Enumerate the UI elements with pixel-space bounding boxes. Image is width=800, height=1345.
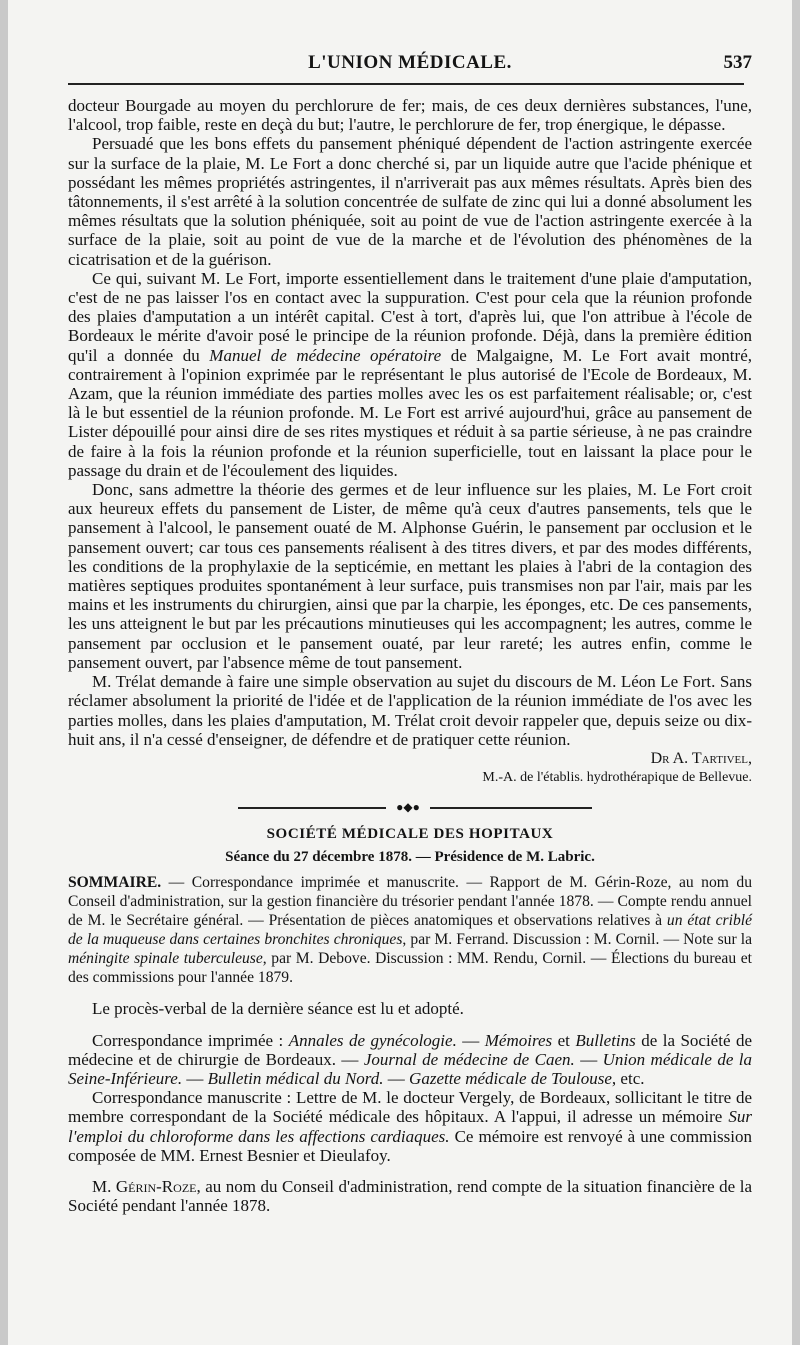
sommaire-text-a: — Correspondance imprimée et manuscrite. — Rapport de M. Gérin-Roze, au nom du Conseil d'administration, sur la gestion financière du trésorier pendant l'année 1878. — Compte rendu annuel de M. le Secrétaire général. — Présentation de pièces anatomiques et observations relatives à xyxy=(68,874,752,930)
sommaire-label: SOMMAIRE. xyxy=(68,874,162,892)
sommaire-italic-1: un état criblé de la muqueuse dans certaines bronchites chroniques xyxy=(68,912,752,949)
corr-title-4: Journal de médecine de Caen. xyxy=(363,1049,575,1069)
sommaire-text-c: , par M. Debove. Discussion : MM. Rendu, Cornil. — Élections du bureau et des commissions pour l'année 1879. xyxy=(68,950,752,987)
signature-title: M.-A. de l'établis. hydrothérapique de Bellevue. xyxy=(482,769,752,785)
corr-sep-4: — xyxy=(574,1049,603,1069)
corr-sep-7: , etc. xyxy=(611,1068,645,1088)
book-title: Manuel de médecine opératoire xyxy=(209,345,442,365)
author-name: Dr A. Tartivel, xyxy=(650,749,752,767)
corr-title-3: Bulletins xyxy=(575,1030,636,1050)
memoire-title: Sur l'emploi du chloroforme dans les affections cardiaques. xyxy=(68,1107,752,1146)
corr-label: Correspondance imprimée : xyxy=(92,1030,289,1050)
corr-sep-3: de la Société de médecine et de chirurgie de Bordeaux. — xyxy=(68,1030,752,1069)
paragraph-4: Donc, sans admettre la théorie des germes et de leur influence sur les plaies, M. Le Fort croit aux heureux effets du pansement de Lister, de même qu'à ceux d'autres pansements, tels que le pansement à l'alcool, le pansement ouaté de M. Alphonse Guérin, le pansement par occlusion et le pansement ouvert; car tous ces pansements réalisent à des titres divers, et par des modes différents, les conditions de la prophylaxie de la septicémie, en mettant les plaies à l'abri de la contagion des matières septiques produites spontanément à leur surface, puis transmises non par l'air, mais par les mains et les instruments du chirurgien, ainsi que par la charpie, les éponges, etc. De ces pansements, les uns atteignent le but par les précautions minutieuses qui les accompagnent; les autres, comme le pansement par occlusion et le pansement ouaté, par leur rareté; les autres enfin, comme le pansement ouvert, par l'absence même de tout pansement. xyxy=(68,480,752,672)
corr-title-1: Annales de gynécologie. xyxy=(288,1030,457,1050)
corr-sep-5: — xyxy=(182,1068,208,1088)
page xyxy=(8,0,792,1345)
manuscrite-text-a: Correspondance manuscrite : Lettre de M. le docteur Vergely, de Bordeaux, sollicitant le titre de membre correspondant de la Société médicale des hôpitaux. A l'appui, il adresse un mémoire xyxy=(68,1088,752,1127)
paragraph-3-part-a: Ce qui, suivant M. Le Fort, importe essentiellement dans le traitement d'une plaie d'amputation, c'est de ne pas laisser l'os en contact avec la suppuration. C'est pour cela que la réunion profonde des plaies d'amputation a un intérêt capital. C'est à tort, d'après lui, que l'on attribue à l'école de Bordeaux le mérite d'avoir posé le principe de la réunion profonde. Déjà, dans la première édition qu'il a donnée du xyxy=(68,268,752,365)
final-paragraph xyxy=(68,1177,752,1215)
signature-name xyxy=(68,749,752,768)
header-rule xyxy=(68,83,744,85)
body-text xyxy=(68,96,752,1215)
journal-title: L'UNION MÉDICALE. xyxy=(308,52,512,73)
running-header xyxy=(68,52,752,78)
corr-sep-1: — xyxy=(456,1030,485,1050)
corr-title-5: Union médicale de la Seine-Inférieure. xyxy=(68,1049,753,1088)
corr-sep-6: — xyxy=(383,1068,410,1088)
paragraph-5: M. Trélat demande à faire une simple observation au sujet du discours de M. Léon Le Fort. Sans réclamer absolument la priorité de l'idée et de l'application de la réunion immédiate de l'os avec les parties molles, dans les plaies d'amputation, M. Trélat croit devoir rappeler que, depuis seize ou dix-huit ans, il n'a cessé d'enseigner, de défendre et de pratiquer cette réunion. xyxy=(68,672,752,749)
correspondance-imprimee xyxy=(68,1031,752,1089)
sommaire-text-b: , par M. Ferrand. Discussion : M. Cornil. — Note sur la xyxy=(402,931,752,949)
manuscrite-text-b: Ce mémoire est renvoyé à une commission composée de MM. Ernest Besnier et Dieulafoy. xyxy=(68,1126,752,1165)
proces-verbal: Le procès-verbal de la dernière séance est lu et adopté. xyxy=(92,999,464,1019)
corr-sep-2: et xyxy=(552,1030,576,1050)
session-heading: Séance du 27 décembre 1878. — Présidence de M. Labric. xyxy=(225,849,595,866)
paragraph-3-part-b: de Malgaigne, M. Le Fort avait montré, contrairement à l'opinion exprimée par le représentant le plus autorisé de l'Ecole de Bordeaux, M. Azam, que la réunion immédiate des parties molles avec les os est parfaitement réalisable; or, c'est là le but essentiel de la réunion profonde. M. Le Fort est arrivé aujourd'hui, grâce au pansement de Lister dépouillé pour ainsi dire de ses rites mystiques et réduit à sa partie sérieuse, à ne pas craindre de faire à la fois la réunion profonde et la réunion superficielle, tout en laissant la place pour le passage du drain et de l'écoulement des liquides. xyxy=(68,345,752,480)
corr-title-6: Bulletin médical du Nord. xyxy=(207,1068,384,1088)
spacer xyxy=(68,987,752,999)
spacer xyxy=(68,1165,752,1177)
paragraph-2: Persuadé que les bons effets du pansement phéniqué dépendent de l'action astringente exercée sur la surface de la plaie, M. Le Fort a donc cherché si, par un liquide autre que l'acide phénique et possédant les mêmes propriétés astringentes, il n'arriverait pas aux mêmes résultats. Après bien des tâtonnements, il s'est arrêté à la solution concentrée de sulfate de zinc qui lui a donné absolument les mêmes résultats que la solution phéniquée, soit au point de vue de l'action astringente exercée à la surface de la plaie, soit au point de vue de la marche et de l'évolution des phénomènes de la cicatrisation et de la guérison. xyxy=(68,134,752,269)
speaker-name: M. Gérin-Roze, xyxy=(92,1176,201,1196)
divider-ornament: ●◆● xyxy=(386,799,430,815)
sommaire-italic-2: méningite spinale tuberculeuse xyxy=(68,950,263,968)
spacer xyxy=(68,1019,752,1031)
section-title: SOCIÉTÉ MÉDICALE DES HOPITAUX xyxy=(266,825,554,842)
corr-title-2: Mémoires xyxy=(484,1030,553,1050)
page-number: 537 xyxy=(723,52,752,73)
correspondance-manuscrite xyxy=(68,1088,752,1165)
paragraph-1: docteur Bourgade au moyen du perchlorure de fer; mais, de ces deux dernières substances, l'une, l'alcool, trop faible, reste en deçà du but; l'autre, le perchlorure de fer, trop énergique, le dépasse. xyxy=(68,96,752,135)
sommaire xyxy=(68,873,752,987)
section-divider xyxy=(68,801,752,815)
corr-title-7: Gazette médicale de Toulouse xyxy=(409,1068,612,1088)
paragraph-3 xyxy=(68,269,752,480)
final-text: au nom du Conseil d'administration, rend compte de la situation financière de la Société pendant l'année 1878. xyxy=(68,1176,752,1216)
